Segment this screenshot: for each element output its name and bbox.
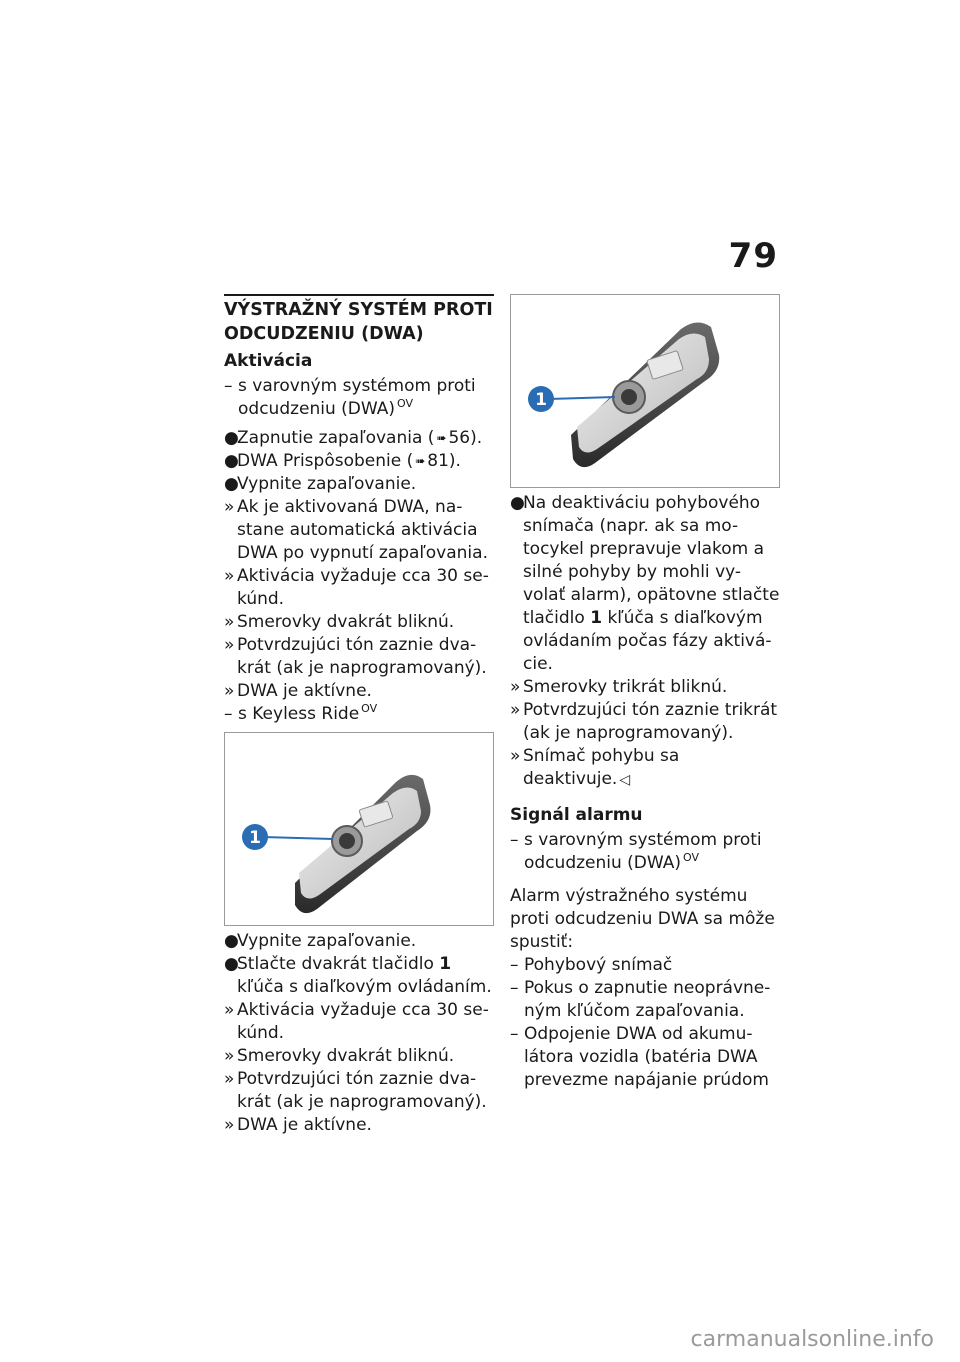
result-item: » DWA je aktívne. — [224, 681, 372, 701]
figure-callout: 1 — [249, 828, 261, 848]
page-number: 79 — [728, 236, 778, 276]
trigger-item: – Pokus o zapnutie neoprávne-ným kľúčom zapaľovania. — [510, 978, 771, 1021]
result-item: » Aktivácia vyžaduje cca 30 se-kúnd. — [224, 566, 489, 609]
result-item: » Aktivácia vyžaduje cca 30 se-kúnd. — [224, 1000, 489, 1043]
condition-keyless-ride: – s Keyless Ride $^{OV}$ — [224, 702, 378, 724]
key-fob-figure — [224, 732, 494, 926]
result-item: » Ak je aktivovaná DWA, na-stane automatická aktivácia DWA po vypnutí zapaľovania. — [224, 497, 488, 563]
step-item: ● Zapnutie zapaľovania ( ➠ 56). — [224, 428, 483, 448]
left-column — [224, 294, 494, 1137]
section-title: VÝSTRAŽNÝ SYSTÉM PROTI ODCUDZENIU (DWA) — [224, 300, 493, 344]
trigger-item: – Odpojenie DWA od akumu-látora vozidla (batéria DWA prevezme napájanie prúdom — [510, 1024, 769, 1090]
result-item: » Potvrdzujúci tón zaznie trikrát (ak je naprogramovaný). — [510, 700, 778, 743]
option-sup: OV — [683, 851, 700, 865]
step-item: ● Vypnite zapaľovanie. — [224, 474, 417, 494]
button-number: 1 — [590, 608, 603, 628]
key-fob-figure-2 — [510, 294, 780, 488]
option-sup: OV — [361, 702, 378, 716]
option-sup: OV — [397, 397, 414, 411]
steps-list — [224, 427, 494, 703]
page-ref-link[interactable]: 81 — [427, 451, 449, 471]
end-of-section-icon: ◁ — [619, 772, 631, 788]
subsection-alarm-signal: Signál alarmu — [510, 805, 643, 825]
page-ref-arrow-icon: ➠ — [415, 454, 426, 468]
condition-dwa: – s varovným systémom proti odcudzeniu (DWA) $^{OV}$ — [510, 830, 762, 873]
result-item: » Potvrdzujúci tón zaznie dva-krát (ak je naprogramovaný). — [224, 635, 487, 678]
result-item: » Smerovky dvakrát bliknú. — [224, 1046, 455, 1066]
step-item: ● Na deaktiváciu pohybového snímača (napr. ak sa mo-tocykel prepravuje vlakom a silné pohyby by mohli vy-volať alarm), opätovne stlačte tlačidlo 1 kľúča s diaľkovým ovládaním počas fázy aktivá-cie. — [510, 493, 780, 674]
result-item: » Snímač pohybu sa deaktivuje. ◁ — [510, 746, 680, 789]
key-fob-illustration — [225, 733, 493, 925]
watermark: carmanualsonline.info — [690, 1327, 934, 1352]
page-ref-link[interactable]: 56 — [448, 428, 471, 448]
page-ref-arrow-icon: ➠ — [436, 431, 447, 445]
button-number: 1 — [439, 954, 452, 974]
result-item: » Potvrdzujúci tón zaznie dva-krát (ak je naprogramovaný). — [224, 1069, 487, 1112]
alarm-paragraph: Alarm výstražného systému proti odcudzeniu DWA sa môže spustiť: — [510, 886, 775, 952]
subsection-activation: Aktivácia — [224, 351, 313, 371]
result-item: » Smerovky dvakrát bliknú. — [224, 612, 455, 632]
result-item: » Smerovky trikrát bliknú. — [510, 677, 728, 697]
right-column — [510, 294, 780, 1092]
step-item: ● Stlačte dvakrát tlačidlo 1 kľúča s diaľkovým ovládaním. — [224, 954, 492, 997]
step-item: ● DWA Prispôsobenie ( ➠ 81). — [224, 451, 461, 471]
key-fob-illustration — [511, 295, 779, 487]
condition-marker: – — [224, 376, 233, 396]
result-item: » DWA je aktívne. — [224, 1115, 372, 1135]
figure-callout: 1 — [535, 390, 547, 410]
heading-rule — [224, 294, 494, 296]
step-item: ● Vypnite zapaľovanie. — [224, 931, 417, 951]
condition-dwa: – s varovným systémom proti odcudzeniu (DWA) $^{OV}$ — [224, 376, 476, 419]
trigger-item: – Pohybový snímač — [510, 955, 673, 975]
